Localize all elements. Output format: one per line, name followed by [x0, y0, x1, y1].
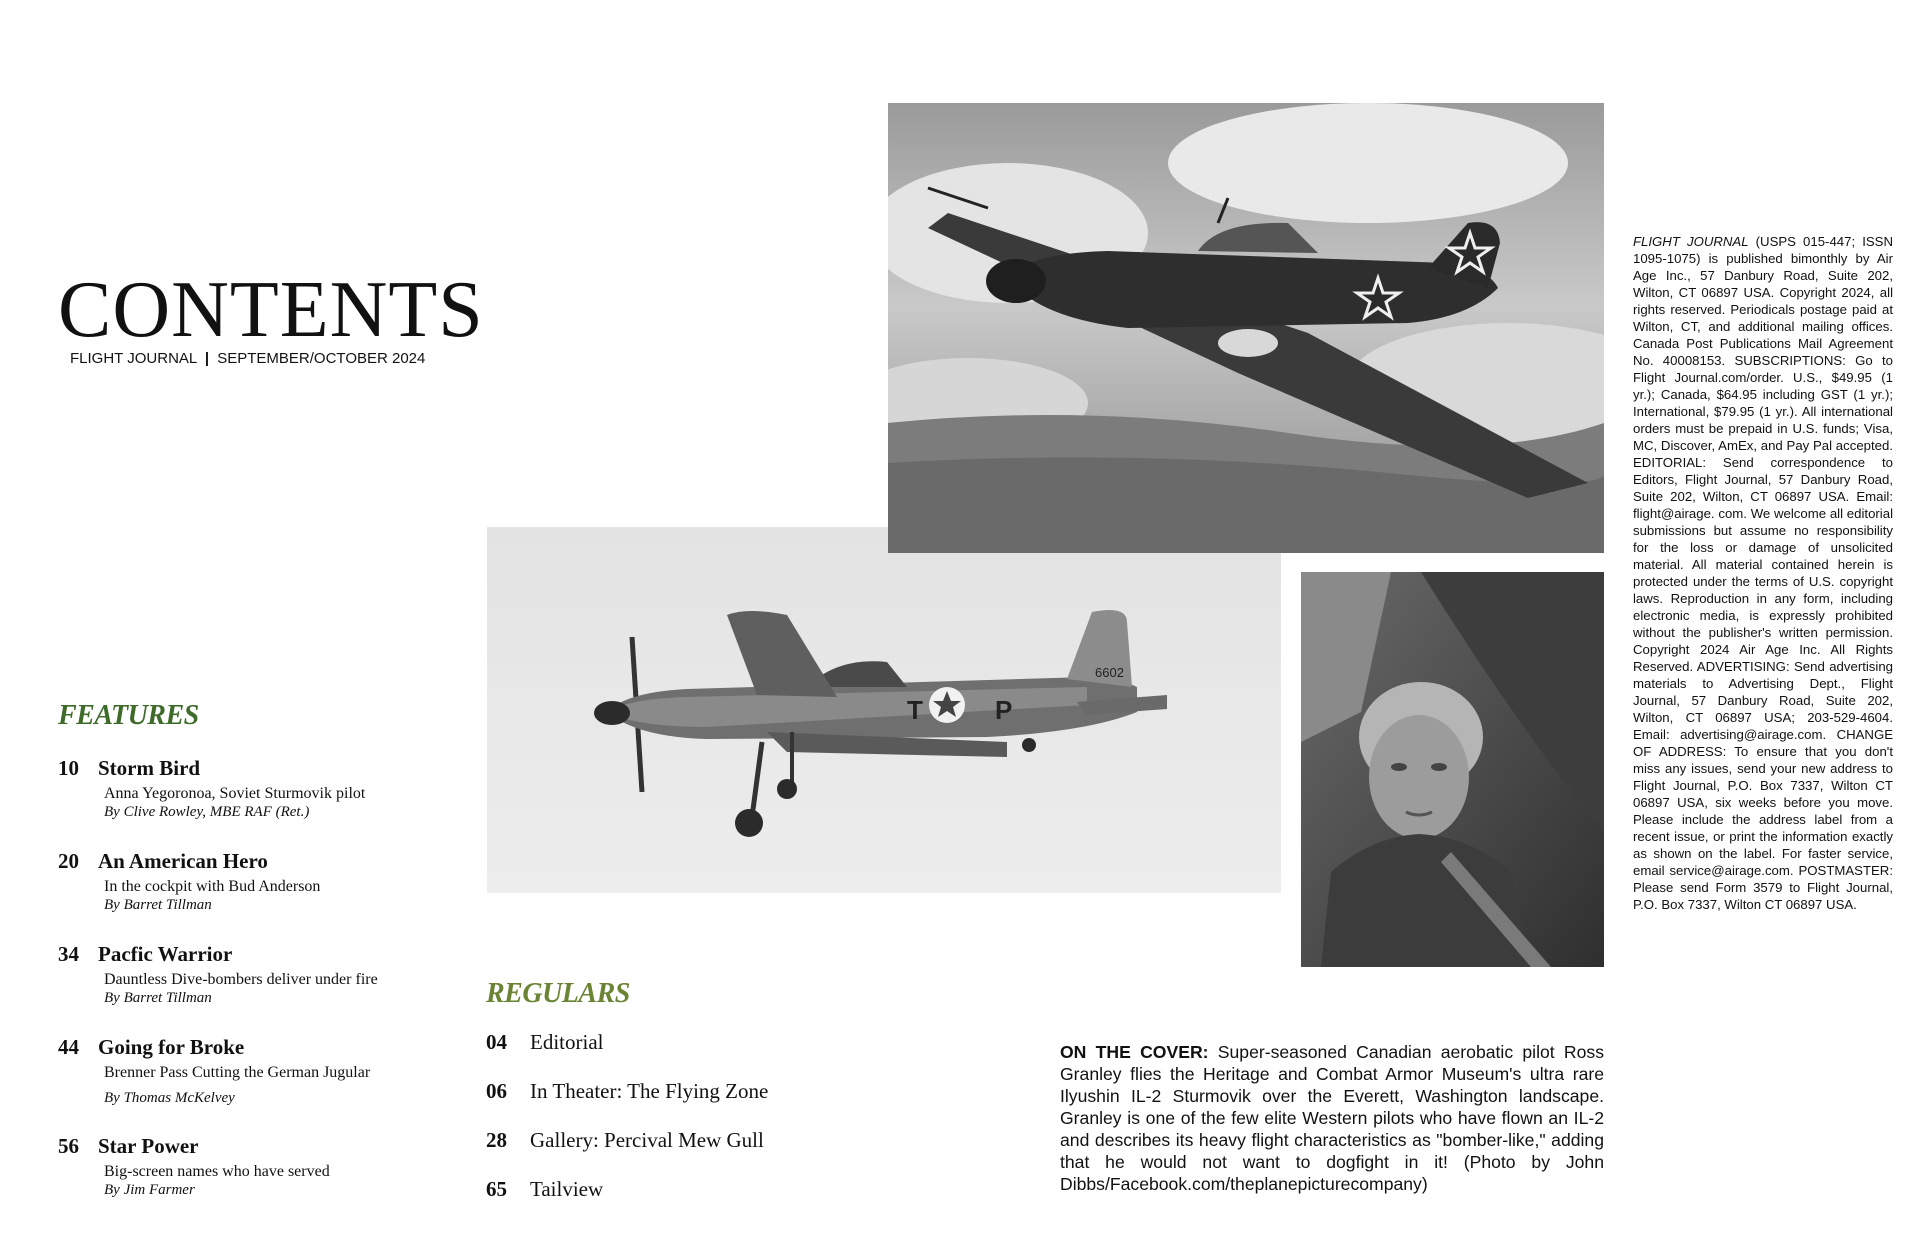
svg-text:T: T	[907, 695, 923, 725]
regular-item[interactable]	[486, 1177, 603, 1202]
feature-byline: By Barret Tillman	[104, 897, 212, 913]
page-title: CONTENTS	[58, 266, 484, 354]
feature-page: 34	[58, 942, 79, 966]
issue-date: SEPTEMBER/OCTOBER 2024	[217, 350, 426, 367]
regular-title[interactable]: In Theater: The Flying Zone	[530, 1079, 769, 1103]
pilot-portrait-photo	[1301, 572, 1604, 967]
regular-page: 04	[486, 1030, 507, 1054]
pub-info-magazine: FLIGHT JOURNAL	[1633, 234, 1749, 249]
regular-item[interactable]	[486, 1079, 768, 1104]
p51-code: 6602	[1095, 665, 1124, 680]
cover-label: ON THE COVER:	[1060, 1042, 1209, 1062]
feature-item[interactable]	[58, 1035, 478, 1107]
feature-page: 44	[58, 1035, 79, 1059]
regular-page: 65	[486, 1177, 507, 1201]
feature-title[interactable]: An American Hero	[98, 849, 268, 873]
svg-text:P: P	[995, 695, 1013, 725]
regulars-heading: REGULARS	[486, 978, 630, 1009]
features-heading: FEATURES	[58, 700, 199, 731]
feature-description: Anna Yegoronoa, Soviet Sturmovik pilot	[104, 785, 366, 802]
cover-caption	[1060, 1041, 1604, 1195]
feature-description: Brenner Pass Cutting the German Jugular	[104, 1064, 371, 1081]
feature-byline: By Jim Farmer	[104, 1182, 195, 1198]
feature-description: Big-screen names who have served	[104, 1163, 330, 1180]
regular-page: 28	[486, 1128, 507, 1152]
il2-sturmovik-photo	[888, 103, 1604, 553]
separator: |	[204, 350, 210, 367]
feature-item[interactable]	[58, 942, 478, 1007]
regular-title[interactable]: Editorial	[530, 1030, 604, 1054]
magazine-name: FLIGHT JOURNAL	[70, 350, 197, 367]
feature-byline: By Thomas McKelvey	[104, 1090, 235, 1106]
feature-item[interactable]	[58, 756, 478, 821]
feature-description: Dauntless Dive-bombers deliver under fire	[104, 971, 378, 988]
feature-item[interactable]	[58, 1134, 478, 1199]
feature-title[interactable]: Pacfic Warrior	[98, 942, 233, 966]
regular-title[interactable]: Tailview	[530, 1177, 604, 1201]
issue-line	[70, 350, 425, 367]
feature-title[interactable]: Star Power	[98, 1134, 199, 1158]
feature-byline: By Barret Tillman	[104, 990, 212, 1006]
regular-item[interactable]	[486, 1030, 603, 1055]
feature-description: In the cockpit with Bud Anderson	[104, 878, 321, 895]
pub-info-text: (USPS 015-447; ISSN 1095-1075) is published bimonthly by Air Age Inc., 57 Danbury Road, Suite 202, Wilton, CT 06897 USA. Copyright 2024, all rights reserved. Periodicals postage paid at Wilton, CT, and additional mailing offices. Canada Post Publications Mail Agreement No. 40008153. SUBSCRIPTIONS: Go to Flight Journal.com/order. U.S., $49.95 (1 yr.); Canada, $64.95 including GST (1 yr.); International, $79.95 (1 yr.). All international orders must be prepaid in U.S. funds; Visa, MC, Discover, AmEx, and Pay Pal accepted. EDITORIAL: Send correspondence to Editors, Flight Journal, 57 Danbury Road, Suite 202, Wilton, CT 06897 USA. Email: flight@airage. com. We welcome all editorial submissions but assume no responsibility for the loss or damage of unsolicited material. All material contained herein is protected under the terms of U.S. copyright laws. Reproduction in any form, including electronic media, is expressly prohibited without the publisher's written permission. Copyright 2024 Air Age Inc. All Rights Reserved. ADVERTISING: Send advertising materials to Advertising Dept., Flight Journal, 57 Danbury Road, Suite 202, Wilton, CT 06897 USA; 203-529-4604. Email: advertising@airage.com. CHANGE OF ADDRESS: To ensure that you don't miss any issues, send your new address to Flight Journal, P.O. Box 7337, Wilton CT 06897 USA, six weeks before you move. Please include the address label from a recent issue, or print the information exactly as shown on the label. For faster service, email service@airage.com. POSTMASTER: Please send Form 3579 to Flight Journal, P.O. Box 7337, Wilton CT 06897 USA.	[1633, 234, 1893, 912]
feature-page: 20	[58, 849, 79, 873]
regular-title[interactable]: Gallery: Percival Mew Gull	[530, 1128, 764, 1152]
feature-title[interactable]: Going for Broke	[98, 1035, 245, 1059]
p51-mustang-photo	[487, 527, 1281, 893]
cover-text: Super-seasoned Canadian aerobatic pilot Ross Granley flies the Heritage and Combat Armor Museum's ultra rare Ilyushin IL-2 Sturmovik over the Everett, Washington landscape. Granley is one of the few elite Western pilots who have flown an IL-2 and describes its heavy flight characteristics as "bomber-like," adding that he would not want to dogfight in it! (Photo by John Dibbs/Facebook.com/theplanepicturecompany)	[1060, 1042, 1604, 1194]
feature-title[interactable]: Storm Bird	[98, 756, 201, 780]
feature-byline: By Clive Rowley, MBE RAF (Ret.)	[104, 804, 310, 820]
regular-page: 06	[486, 1079, 507, 1103]
feature-page: 10	[58, 756, 79, 780]
feature-page: 56	[58, 1134, 79, 1158]
publication-info	[1633, 233, 1893, 913]
regular-item[interactable]	[486, 1128, 764, 1153]
feature-item[interactable]	[58, 849, 478, 914]
